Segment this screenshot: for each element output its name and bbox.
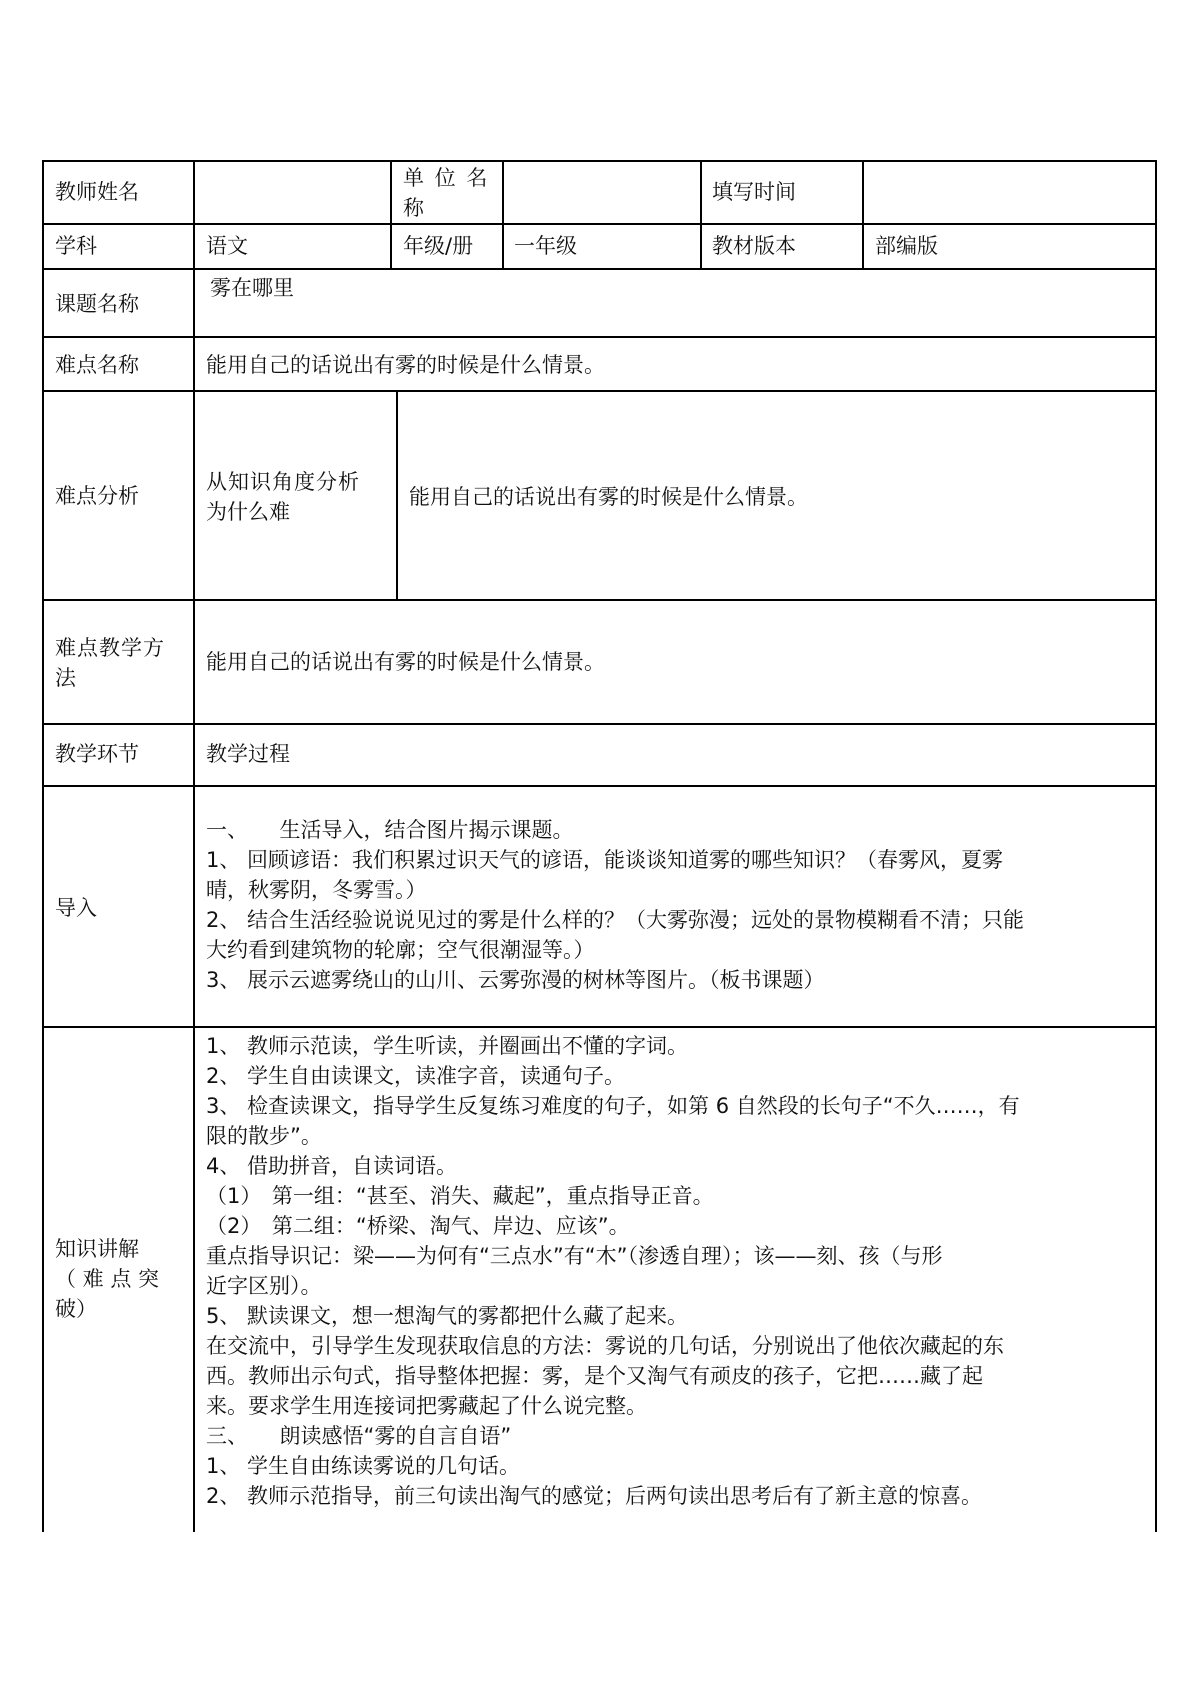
difficulty-label: 难点名称 — [55, 353, 139, 377]
analysis-value: 能用自己的话说出有雾的时候是什么情景。 — [409, 485, 808, 509]
knowledge-line-1: 1、 教师示范读，学生听读，并圈画出不懂的字词。 — [206, 1034, 689, 1058]
header-col-divider-4 — [700, 160, 702, 270]
knowledge-line-9: 近字区别）。 — [206, 1274, 322, 1298]
header-col-divider-3 — [502, 160, 504, 270]
row-divider-8 — [42, 1026, 1157, 1028]
textbook-value: 部编版 — [875, 234, 938, 258]
analysis-sub-label-line1: 从知识角度分析 — [206, 470, 360, 494]
knowledge-line-8: 重点指导识记：梁——为何有“三点水”有“木”（渗透自理）；该——刻、孩（与形 — [206, 1244, 943, 1268]
knowledge-content — [206, 1031, 1151, 1511]
subject-label: 学科 — [55, 234, 97, 258]
knowledge-line-10: 5、 默读课文，想一想淘气的雾都把什么藏了起来。 — [206, 1304, 689, 1328]
row-divider-6 — [42, 723, 1157, 725]
teacher-name-label: 教师姓名 — [55, 180, 139, 204]
knowledge-line-14: 三、 朗读感悟“雾的自言自语” — [206, 1424, 512, 1448]
intro-label: 导入 — [55, 896, 97, 920]
knowledge-line-2: 2、 学生自由读课文，读准字音，读通句子。 — [206, 1064, 626, 1088]
table-border-top — [42, 160, 1157, 162]
header-col-divider-5 — [862, 160, 864, 270]
knowledge-line-12: 西。教师出示句式，指导整体把握：雾，是个又淘气有顽皮的孩子，它把……藏了起 — [206, 1364, 983, 1388]
analysis-label: 难点分析 — [55, 484, 139, 508]
stage-value: 教学过程 — [206, 742, 290, 766]
method-label-line2: 法 — [55, 666, 76, 690]
knowledge-line-15: 1、 学生自由练读雾说的几句话。 — [206, 1454, 521, 1478]
row-divider-7 — [42, 785, 1157, 787]
knowledge-line-16: 2、 教师示范指导，前三句读出淘气的感觉；后两句读出思考后有了新主意的惊喜。 — [206, 1484, 983, 1508]
header-col-divider-2 — [390, 160, 392, 270]
difficulty-value: 能用自己的话说出有雾的时候是什么情景。 — [206, 353, 605, 377]
intro-line-3: 晴，秋雾阴，冬雾雪。） — [206, 878, 427, 902]
table-border-left — [42, 160, 44, 1532]
fill-time-label: 填写时间 — [712, 180, 796, 204]
knowledge-label-line1: 知识讲解 — [55, 1237, 139, 1261]
table-border-right — [1155, 160, 1157, 1532]
intro-line-1: 一、 生活导入，结合图片揭示课题。 — [206, 818, 574, 842]
topic-label: 课题名称 — [55, 292, 139, 316]
row-divider-4 — [42, 390, 1157, 392]
knowledge-line-13: 来。要求学生用连接词把雾藏起了什么说完整。 — [206, 1394, 647, 1418]
row-divider-3 — [42, 336, 1157, 338]
knowledge-line-5: 4、 借助拼音，自读词语。 — [206, 1154, 458, 1178]
row-divider-5 — [42, 599, 1157, 601]
unit-name-label-line2: 称 — [403, 196, 424, 220]
knowledge-label-line3: 破） — [55, 1297, 97, 1321]
topic-value: 雾在哪里 — [210, 276, 294, 300]
textbook-label: 教材版本 — [712, 234, 796, 258]
analysis-col-divider — [396, 390, 398, 601]
unit-name-label-line1: 单 位 名 — [403, 166, 490, 190]
intro-content — [206, 815, 1151, 995]
intro-line-2: 1、 回顾谚语：我们积累过识天气的谚语，能谈谈知道雾的哪些知识？（春雾风，夏雾 — [206, 848, 1004, 872]
grade-label: 年级/册 — [403, 234, 474, 258]
intro-line-5: 大约看到建筑物的轮廓；空气很潮湿等。） — [206, 938, 595, 962]
row-divider-2 — [42, 268, 1157, 270]
intro-line-6: 3、 展示云遮雾绕山的山川、云雾弥漫的树林等图片。（板书课题） — [206, 968, 825, 992]
analysis-sub-label-line2: 为什么难 — [206, 500, 290, 524]
stage-label: 教学环节 — [55, 742, 139, 766]
knowledge-line-11: 在交流中，引导学生发现获取信息的方法：雾说的几句话，分别说出了他依次藏起的东 — [206, 1334, 1004, 1358]
method-label-line1: 难点教学方 — [55, 636, 165, 660]
knowledge-line-3: 3、 检查读课文，指导学生反复练习难度的句子，如第 6 自然段的长句子“不久……，有 — [206, 1094, 1020, 1118]
knowledge-label-line2: （ 难 点 突 — [55, 1267, 160, 1291]
knowledge-line-7: （2） 第二组：“桥梁、淘气、岸边、应该”。 — [206, 1214, 630, 1238]
grade-value: 一年级 — [514, 234, 577, 258]
subject-value: 语文 — [206, 234, 248, 258]
method-value: 能用自己的话说出有雾的时候是什么情景。 — [206, 650, 605, 674]
row-divider-1 — [42, 223, 1157, 225]
intro-line-4: 2、 结合生活经验说说见过的雾是什么样的？（大雾弥漫；远处的景物模糊看不清；只能 — [206, 908, 1025, 932]
label-column-divider — [193, 160, 195, 1532]
knowledge-line-6: （1） 第一组：“甚至、消失、藏起”，重点指导正音。 — [206, 1184, 714, 1208]
knowledge-line-4: 限的散步”。 — [206, 1124, 322, 1148]
